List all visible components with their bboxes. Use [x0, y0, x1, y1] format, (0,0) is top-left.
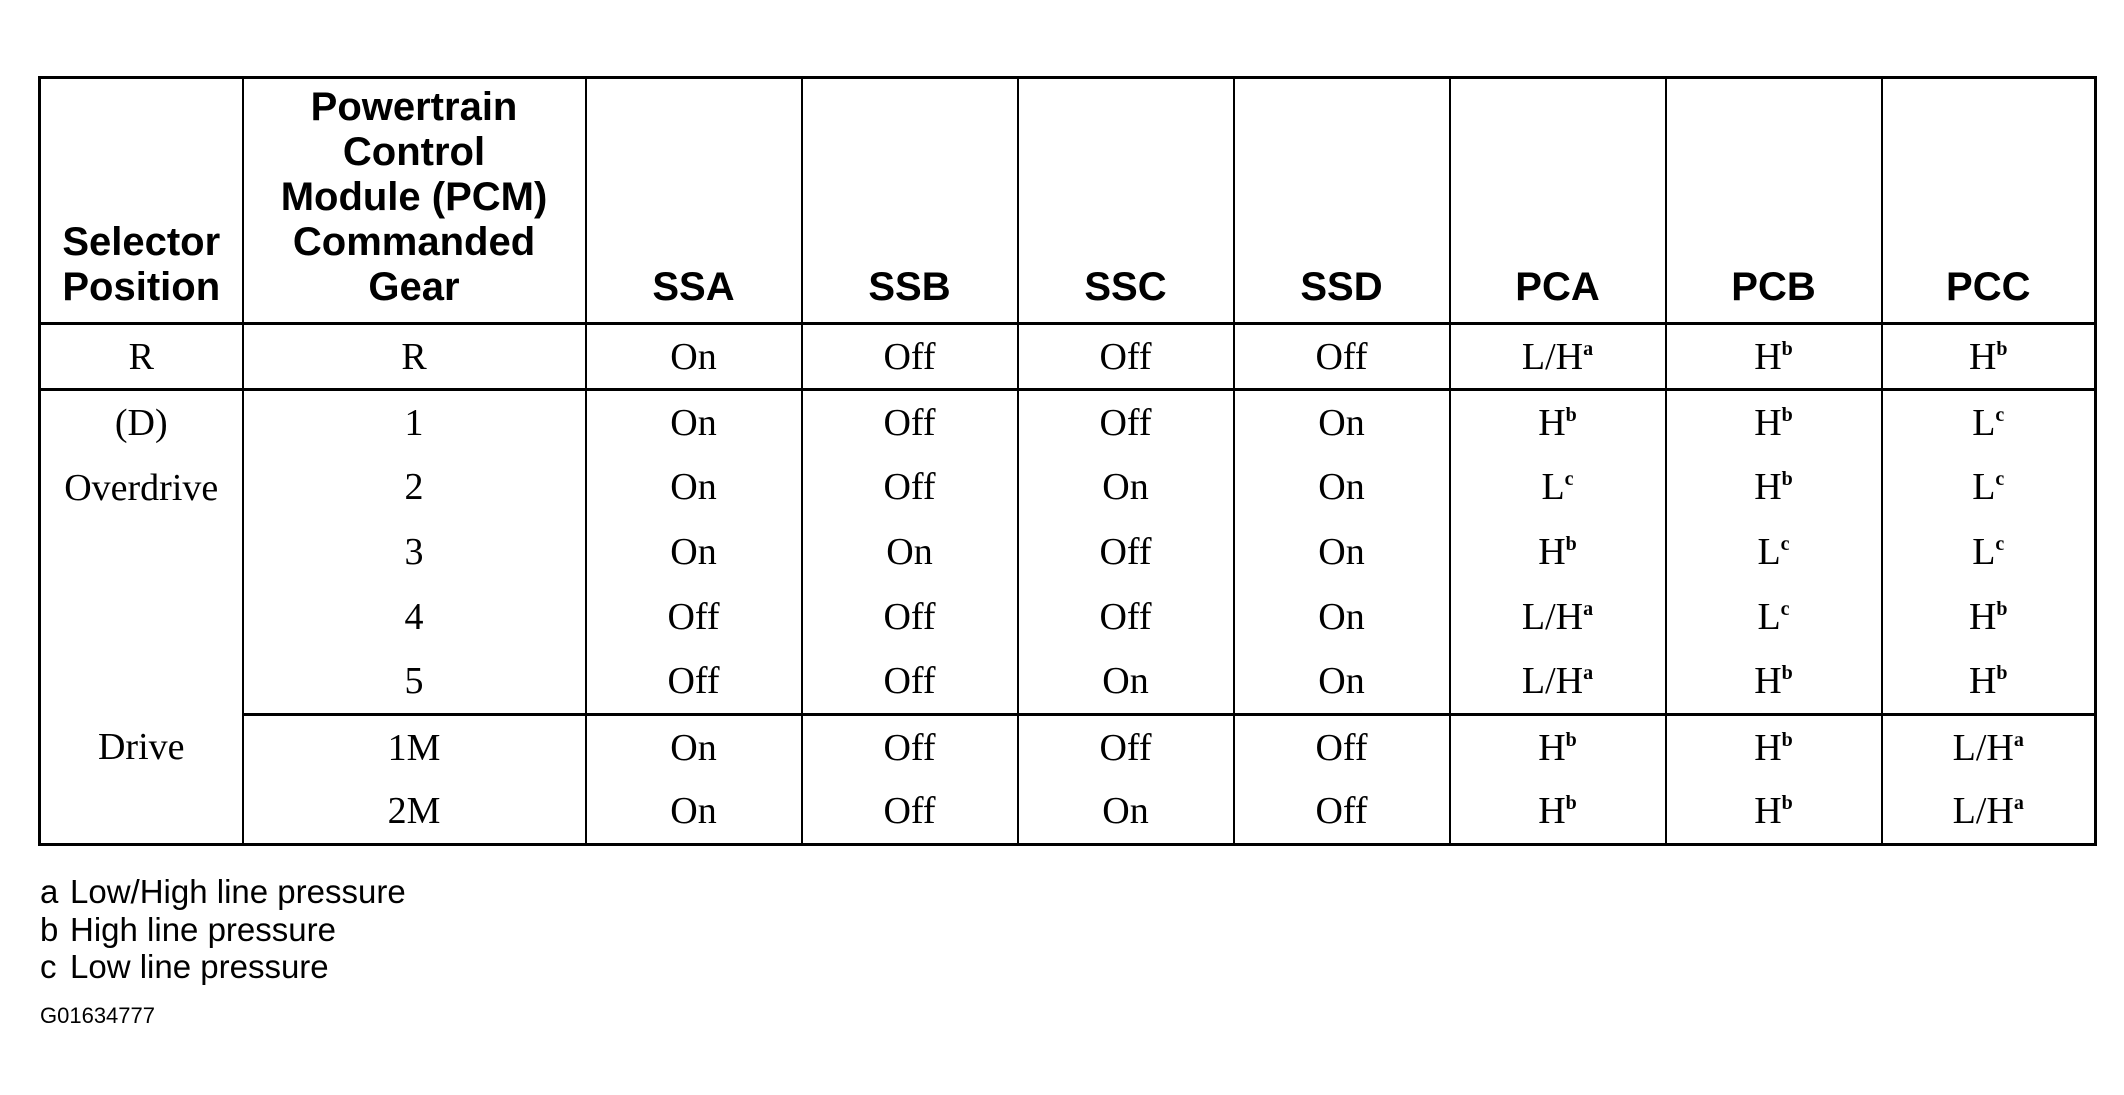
pca-value: L/H [1521, 335, 1584, 378]
ssa-cell [586, 650, 802, 715]
footnote-marker: a [2013, 728, 2024, 751]
ssa-value: On [670, 466, 717, 508]
ssc-value: Off [1099, 531, 1152, 573]
table-row [40, 390, 2096, 455]
pcc-cell [1882, 715, 2096, 780]
ssc-value: Off [1099, 401, 1152, 444]
footnote-marker: b [1996, 662, 2008, 685]
header-pcm-line4: Commanded [292, 220, 536, 264]
pcc-value: L/H [1952, 726, 2014, 769]
ssb-cell [802, 585, 1018, 650]
solenoid-application-table [38, 76, 2097, 846]
commanded-gear-cell: 4 [243, 585, 586, 650]
ssb-value: Off [883, 401, 936, 444]
pcb-value: H [1754, 790, 1782, 833]
ssd-value: Off [1315, 790, 1368, 833]
ssa-cell [586, 780, 802, 845]
ssa-value: Off [667, 596, 720, 638]
pca-cell [1450, 520, 1666, 585]
ssa-value: On [670, 335, 717, 378]
ssa-value: On [670, 726, 717, 769]
footnote-marker: b [1781, 337, 1793, 360]
ssa-cell [586, 585, 802, 650]
footnote-marker: a [2013, 792, 2024, 815]
footnote-marker: c [1995, 533, 2005, 555]
ssd-value: Off [1315, 335, 1368, 378]
pca-cell [1450, 324, 1666, 390]
pca-value: H [1538, 401, 1566, 444]
pcb-cell [1666, 455, 1882, 520]
footnote-key: a [40, 873, 59, 910]
header-pcc: PCC [1882, 78, 2096, 324]
footnote-text: High line pressure [70, 911, 336, 948]
ssc-value: Off [1099, 596, 1152, 638]
ssb-cell [802, 520, 1018, 585]
ssb-cell [802, 715, 1018, 780]
footnote-marker: b [1565, 533, 1577, 555]
ssa-value: On [670, 401, 717, 444]
footnote-marker: a [1583, 662, 1594, 685]
footnote-marker: b [1781, 468, 1793, 490]
footnote-marker: c [1780, 598, 1790, 620]
pcc-cell [1882, 650, 2096, 715]
footnote-text: Low line pressure [70, 948, 329, 985]
pca-cell [1450, 650, 1666, 715]
pcb-value: H [1754, 660, 1782, 703]
table-row [40, 520, 2096, 585]
figure-id: G01634777 [40, 1003, 155, 1028]
ssd-value: On [1318, 401, 1365, 444]
header-pcm-commanded-gear [243, 78, 586, 324]
header-pcm-line2: Control [342, 130, 486, 174]
ssc-cell [1018, 585, 1234, 650]
footnote-key: b [40, 911, 59, 948]
pcc-value: L [1972, 466, 1996, 508]
pcc-cell [1882, 585, 2096, 650]
pcc-cell [1882, 455, 2096, 520]
selector-overdrive-line1: (D) [114, 402, 168, 444]
ssa-cell [586, 390, 802, 455]
ssd-value: On [1318, 660, 1365, 703]
ssc-cell [1018, 455, 1234, 520]
pcb-value: L [1757, 531, 1781, 573]
ssb-value: Off [883, 596, 936, 638]
pca-cell [1450, 455, 1666, 520]
ssa-cell [586, 324, 802, 390]
pcc-cell [1882, 390, 2096, 455]
header-ssc: SSC [1018, 78, 1234, 324]
footnote-key: c [40, 948, 57, 985]
pcb-cell [1666, 324, 1882, 390]
ssb-value: Off [883, 790, 936, 833]
footnote-marker: b [1565, 403, 1577, 426]
pcc-value: H [1968, 596, 1997, 638]
pcc-cell [1882, 520, 2096, 585]
ssd-cell [1234, 455, 1450, 520]
table-row [40, 585, 2096, 650]
header-pcm-line5: Gear [368, 265, 460, 309]
ssc-cell [1018, 715, 1234, 780]
pca-value: L [1541, 466, 1565, 508]
commanded-gear-cell: 2 [243, 455, 586, 520]
ssc-cell [1018, 780, 1234, 845]
commanded-gear-cell: 1 [243, 390, 586, 455]
footnote-marker: c [1780, 533, 1790, 555]
header-selector-line2: Position [62, 265, 221, 309]
pcb-cell [1666, 520, 1882, 585]
pcb-cell [1666, 585, 1882, 650]
header-pcb: PCB [1666, 78, 1882, 324]
footnote-marker: b [1781, 728, 1793, 751]
ssa-value: Off [667, 660, 720, 703]
pcb-cell [1666, 390, 1882, 455]
footnote-marker: c [1995, 403, 2005, 426]
pca-cell [1450, 715, 1666, 780]
header-ssa: SSA [586, 78, 802, 324]
footnote-marker: b [1996, 337, 2008, 360]
pca-value: H [1538, 790, 1566, 833]
table-row [40, 780, 2096, 845]
commanded-gear-cell: 1M [243, 715, 586, 780]
footnote-marker: b [1781, 792, 1793, 815]
ssd-value: On [1318, 466, 1365, 508]
selector-overdrive-line2: Overdrive [64, 467, 219, 509]
table-row [40, 455, 2096, 520]
pcb-cell [1666, 650, 1882, 715]
commanded-gear-cell: 5 [243, 650, 586, 715]
pcc-value: L [1972, 401, 1996, 444]
selector-position-overdrive [40, 390, 243, 715]
ssd-cell [1234, 390, 1450, 455]
ssb-cell [802, 650, 1018, 715]
ssc-cell [1018, 324, 1234, 390]
footnote-marker: b [1565, 728, 1577, 751]
pcc-value: H [1968, 660, 1997, 703]
pcb-value: H [1754, 466, 1782, 508]
ssd-cell [1234, 715, 1450, 780]
header-pca: PCA [1450, 78, 1666, 324]
ssc-cell [1018, 650, 1234, 715]
footnote-marker: a [1583, 337, 1594, 360]
pca-value: L/H [1521, 660, 1584, 703]
header-selector-position [40, 78, 243, 324]
ssa-value: On [670, 790, 717, 833]
ssc-value: Off [1099, 335, 1152, 378]
ssc-value: On [1102, 790, 1149, 833]
ssb-cell [802, 390, 1018, 455]
header-pcm-line1: Powertrain [310, 85, 518, 129]
header-selector-line1: Selector [62, 220, 221, 264]
commanded-gear-cell: 2M [243, 780, 586, 845]
pcc-cell [1882, 324, 2096, 390]
ssc-cell [1018, 520, 1234, 585]
ssb-value: Off [883, 466, 936, 508]
pca-cell [1450, 780, 1666, 845]
pcc-value: L [1972, 531, 1996, 573]
ssd-cell [1234, 520, 1450, 585]
header-pcm-line3: Module (PCM) [280, 175, 548, 219]
ssa-cell [586, 455, 802, 520]
ssb-cell [802, 324, 1018, 390]
pcc-cell [1882, 780, 2096, 845]
ssc-value: Off [1099, 726, 1152, 769]
pca-value: H [1538, 726, 1566, 769]
pcb-value: H [1754, 335, 1782, 378]
ssd-cell [1234, 780, 1450, 845]
ssb-cell [802, 780, 1018, 845]
ssc-value: On [1102, 466, 1149, 508]
selector-position-drive: Drive [40, 715, 243, 845]
header-ssb: SSB [802, 78, 1018, 324]
pcb-value: H [1754, 726, 1782, 769]
footnote-marker: c [1995, 468, 2005, 490]
ssd-cell [1234, 650, 1450, 715]
ssd-value: Off [1315, 726, 1368, 769]
selector-position-r: R [40, 324, 243, 390]
ssb-value: Off [883, 660, 936, 703]
footnote-marker: b [1565, 792, 1577, 815]
ssb-value: On [886, 531, 933, 573]
footnote-a [40, 873, 406, 911]
ssb-cell [802, 455, 1018, 520]
ssa-cell [586, 715, 802, 780]
commanded-gear-cell: R [243, 324, 586, 390]
pca-value: H [1538, 531, 1566, 573]
table-body [40, 324, 2096, 845]
footnote-text: Low/High line pressure [70, 873, 406, 910]
ssd-cell [1234, 324, 1450, 390]
ssd-cell [1234, 585, 1450, 650]
footnote-marker: b [1781, 662, 1793, 685]
table-row [40, 650, 2096, 715]
pcb-cell [1666, 715, 1882, 780]
ssa-value: On [670, 531, 717, 573]
ssd-value: On [1318, 531, 1365, 573]
pca-cell [1450, 585, 1666, 650]
commanded-gear-cell: 3 [243, 520, 586, 585]
footnote-marker: b [1996, 598, 2008, 620]
pcb-value: L [1757, 596, 1781, 638]
pcc-value: H [1968, 335, 1997, 378]
ssb-value: Off [883, 726, 936, 769]
ssa-cell [586, 520, 802, 585]
header-row [40, 78, 2096, 324]
pca-cell [1450, 390, 1666, 455]
table-row [40, 324, 2096, 390]
pcc-value: L/H [1952, 790, 2014, 833]
pca-value: L/H [1521, 596, 1584, 638]
table-row [40, 715, 2096, 780]
footnote-marker: b [1781, 403, 1793, 426]
footnote-marker: c [1564, 468, 1574, 490]
ssb-value: Off [883, 335, 936, 378]
header-ssd: SSD [1234, 78, 1450, 324]
pcb-value: H [1754, 401, 1782, 444]
ssc-value: On [1102, 660, 1149, 703]
footnote-marker: a [1583, 598, 1594, 620]
footnote-c [40, 948, 329, 986]
ssd-value: On [1318, 596, 1365, 638]
footnote-b [40, 911, 336, 949]
ssc-cell [1018, 390, 1234, 455]
pcb-cell [1666, 780, 1882, 845]
